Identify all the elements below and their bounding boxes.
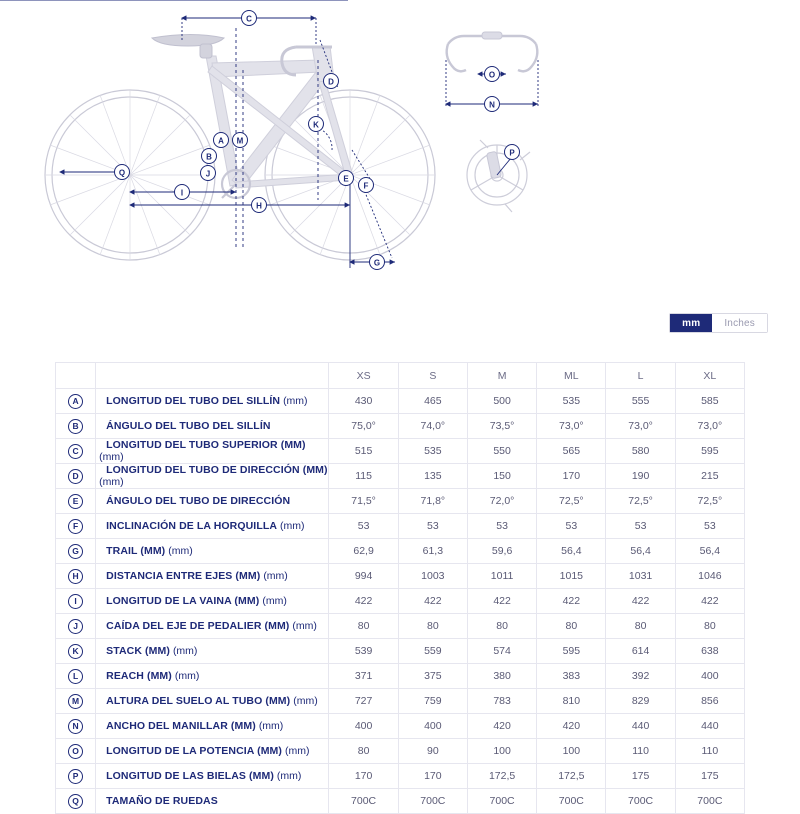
row-value-cell: 539 [329,639,398,664]
row-value-cell: 383 [537,664,606,689]
row-badge: Q [68,794,83,809]
row-label-unit: (mm) [280,520,305,532]
row-value-cell: 170 [398,764,467,789]
table-row [56,664,745,689]
row-badge-cell [56,739,96,764]
row-label-cell [96,664,329,689]
row-value-cell: 56,4 [675,539,744,564]
unit-option-mm[interactable]: mm [670,314,712,332]
row-value-cell: 172,5 [467,764,536,789]
row-label-text: TAMAÑO DE RUEDAS [106,795,218,807]
row-value-cell: 73,0° [537,414,606,439]
row-label-unit: (mm) [283,395,308,407]
row-value-cell: 53 [606,514,675,539]
svg-text:J: J [205,169,211,179]
row-value-cell: 100 [537,739,606,764]
row-label-cell [96,414,329,439]
row-badge: E [68,494,83,509]
row-value-cell: 150 [467,464,536,489]
table-row [56,414,745,439]
row-value-cell: 72,5° [537,489,606,514]
row-value-cell: 574 [467,639,536,664]
row-value-cell: 465 [398,389,467,414]
diagram-badge-B [202,149,217,164]
row-badge: P [68,769,83,784]
svg-text:Q: Q [118,168,126,178]
row-value-cell: 90 [398,739,467,764]
row-badge-cell [56,764,96,789]
svg-text:I: I [180,188,184,198]
row-label-text: INCLINACIÓN DE LA HORQUILLA [106,520,278,532]
row-value-cell: 400 [675,664,744,689]
svg-text:P: P [509,148,515,158]
header-size-s: S [398,363,467,389]
row-value-cell: 430 [329,389,398,414]
row-badge-cell [56,414,96,439]
row-value-cell: 115 [329,464,398,489]
diagram-badge-K [309,117,324,132]
row-label-cell [96,589,329,614]
row-value-cell: 110 [606,739,675,764]
row-label-text: TRAIL (MM) [106,545,166,557]
row-badge-cell [56,689,96,714]
row-value-cell: 56,4 [606,539,675,564]
row-value-cell: 170 [329,764,398,789]
row-label-text: DISTANCIA ENTRE EJES (MM) [106,570,261,582]
unit-toggle[interactable] [669,313,768,333]
row-value-cell: 74,0° [398,414,467,439]
row-label-cell [96,489,329,514]
row-value-cell: 392 [606,664,675,689]
diagram-badge-D [324,74,339,89]
row-value-cell: 585 [675,389,744,414]
table-row [56,564,745,589]
row-value-cell: 700C [606,789,675,814]
row-value-cell: 175 [675,764,744,789]
row-badge: L [68,669,83,684]
row-value-cell: 75,0° [329,414,398,439]
table-row [56,739,745,764]
row-value-cell: 535 [398,439,467,464]
table-row [56,764,745,789]
row-label-text: CAÍDA DEL EJE DE PEDALIER (MM) [106,620,290,632]
row-value-cell: 1003 [398,564,467,589]
header-badge-col [56,363,96,389]
row-label-cell [96,739,329,764]
row-label-text: ÁNGULO DEL TUBO DE DIRECCIÓN [106,495,291,507]
row-label-unit: (mm) [172,645,198,657]
svg-text:N: N [489,100,495,110]
diagram-badge-N [485,97,500,112]
row-badge: G [68,544,83,559]
row-value-cell: 422 [537,589,606,614]
row-value-cell: 565 [537,439,606,464]
diagram-badge-J [201,166,216,181]
row-value-cell: 61,3 [398,539,467,564]
row-value-cell: 53 [467,514,536,539]
row-value-cell: 1015 [537,564,606,589]
table-row [56,714,745,739]
svg-text:E: E [343,174,349,184]
row-value-cell: 580 [606,439,675,464]
row-value-cell: 829 [606,689,675,714]
row-badge-cell [56,514,96,539]
row-value-cell: 700C [329,789,398,814]
diagram-badge-O-wheel [115,165,130,180]
geometry-table [55,362,745,814]
row-value-cell: 700C [675,789,744,814]
row-value-cell: 810 [537,689,606,714]
unit-option-inches[interactable]: Inches [712,314,767,332]
row-badge: A [68,394,83,409]
svg-text:A: A [218,136,224,146]
row-value-cell: 71,8° [398,489,467,514]
row-label-text: REACH (MM) [106,670,172,682]
row-badge: F [68,519,83,534]
row-badge: H [68,569,83,584]
row-badge-cell [56,614,96,639]
row-label-cell [96,514,329,539]
row-value-cell: 59,6 [467,539,536,564]
diagram-badge-O-stem [485,67,500,82]
row-value-cell: 1046 [675,564,744,589]
row-label-unit: (mm) [293,695,318,707]
header-size-ml: ML [537,363,606,389]
row-badge: D [68,469,83,484]
row-value-cell: 375 [398,664,467,689]
row-value-cell: 371 [329,664,398,689]
row-badge: N [68,719,83,734]
row-label-unit: (mm) [263,570,288,582]
row-value-cell: 759 [398,689,467,714]
row-label-text: LONGITUD DEL TUBO DE DIRECCIÓN (MM) [106,464,328,476]
table-row [56,689,745,714]
row-label-text: ANCHO DEL MANILLAR (MM) [106,720,256,732]
row-value-cell: 73,0° [606,414,675,439]
row-label-unit: (mm) [99,476,124,488]
row-value-cell: 856 [675,689,744,714]
row-label-unit: (mm) [276,770,302,782]
diagram-badge-C [242,11,257,26]
row-value-cell: 400 [329,714,398,739]
row-badge-cell [56,589,96,614]
row-badge-cell [56,789,96,814]
row-value-cell: 80 [467,614,536,639]
row-label-cell [96,764,329,789]
row-value-cell: 62,9 [329,539,398,564]
row-value-cell: 80 [329,614,398,639]
row-value-cell: 80 [329,739,398,764]
row-value-cell: 170 [537,464,606,489]
row-label-cell [96,539,329,564]
bike-geometry-diagram [0,0,800,300]
row-label-cell [96,714,329,739]
table-row [56,789,745,814]
row-value-cell: 71,5° [329,489,398,514]
row-label-text: LONGITUD DE LA POTENCIA (MM) [106,745,282,757]
row-label-cell [96,789,329,814]
row-badge: J [68,619,83,634]
row-badge-cell [56,489,96,514]
table-row [56,514,745,539]
row-value-cell: 727 [329,689,398,714]
row-label-text: LONGITUD DE LA VAINA (MM) [106,595,260,607]
row-value-cell: 422 [467,589,536,614]
row-value-cell: 535 [537,389,606,414]
row-label-unit: (mm) [168,545,193,557]
row-label-unit: (mm) [284,745,310,757]
row-value-cell: 440 [606,714,675,739]
diagram-badge-P [505,145,520,160]
row-label-text: LONGITUD DEL TUBO DEL SILLÍN [106,395,281,407]
row-label-cell [96,639,329,664]
row-value-cell: 515 [329,439,398,464]
row-label-text: ÁNGULO DEL TUBO DEL SILLÍN [106,420,271,432]
row-value-cell: 994 [329,564,398,589]
row-value-cell: 73,5° [467,414,536,439]
row-label-text: LONGITUD DEL TUBO SUPERIOR (MM) [106,439,306,451]
row-value-cell: 53 [537,514,606,539]
table-row [56,464,745,489]
row-badge-cell [56,439,96,464]
table-row [56,489,745,514]
table-row [56,614,745,639]
row-label-unit: (mm) [262,595,287,607]
row-value-cell: 422 [675,589,744,614]
row-value-cell: 80 [675,614,744,639]
row-value-cell: 783 [467,689,536,714]
header-size-xs: XS [329,363,398,389]
row-badge-cell [56,639,96,664]
row-label-unit: (mm) [174,670,200,682]
table-row [56,539,745,564]
svg-text:G: G [373,258,381,268]
row-value-cell: 422 [329,589,398,614]
table-row [56,439,745,464]
row-badge: M [68,694,83,709]
row-value-cell: 172,5 [537,764,606,789]
row-value-cell: 550 [467,439,536,464]
row-label-cell [96,389,329,414]
row-badge: C [68,444,83,459]
row-value-cell: 559 [398,639,467,664]
row-value-cell: 53 [675,514,744,539]
table-row [56,639,745,664]
diagram-badge-A [214,133,229,148]
row-value-cell: 595 [675,439,744,464]
row-label-unit: (mm) [258,720,284,732]
row-value-cell: 53 [329,514,398,539]
diagram-badge-E [339,171,354,186]
row-value-cell: 56,4 [537,539,606,564]
row-badge: I [68,594,83,609]
row-badge-cell [56,664,96,689]
row-badge: B [68,419,83,434]
row-value-cell: 614 [606,639,675,664]
row-value-cell: 135 [398,464,467,489]
svg-text:M: M [236,136,244,146]
row-value-cell: 400 [398,714,467,739]
row-value-cell: 422 [398,589,467,614]
row-value-cell: 100 [467,739,536,764]
row-value-cell: 73,0° [675,414,744,439]
row-value-cell: 700C [398,789,467,814]
row-value-cell: 422 [606,589,675,614]
table-row [56,589,745,614]
row-badge-cell [56,564,96,589]
row-value-cell: 500 [467,389,536,414]
row-badge: O [68,744,83,759]
row-value-cell: 80 [606,614,675,639]
row-label-text: STACK (MM) [106,645,170,657]
row-badge-cell [56,539,96,564]
row-label-cell [96,464,329,489]
row-badge-cell [56,389,96,414]
row-value-cell: 175 [606,764,675,789]
row-label-cell [96,614,329,639]
row-value-cell: 595 [537,639,606,664]
row-badge-cell [56,714,96,739]
row-value-cell: 380 [467,664,536,689]
diagram-badge-H [252,198,267,213]
row-value-cell: 1031 [606,564,675,589]
row-value-cell: 53 [398,514,467,539]
row-label-cell [96,564,329,589]
diagram-badge-F [359,178,374,193]
row-label-unit: (mm) [292,620,317,632]
svg-text:D: D [328,77,334,87]
row-value-cell: 700C [467,789,536,814]
bike-diagram-svg [0,0,800,300]
row-value-cell: 420 [467,714,536,739]
svg-text:C: C [246,14,252,24]
row-value-cell: 72,5° [606,489,675,514]
svg-text:O: O [488,70,496,80]
header-size-m: M [467,363,536,389]
header-size-xl: XL [675,363,744,389]
row-badge: K [68,644,83,659]
row-value-cell: 72,0° [467,489,536,514]
row-badge-cell [56,464,96,489]
table-row [56,389,745,414]
row-value-cell: 700C [537,789,606,814]
row-value-cell: 72,5° [675,489,744,514]
header-size-l: L [606,363,675,389]
row-value-cell: 1011 [467,564,536,589]
row-value-cell: 110 [675,739,744,764]
row-value-cell: 420 [537,714,606,739]
row-value-cell: 190 [606,464,675,489]
row-value-cell: 215 [675,464,744,489]
svg-text:H: H [256,201,262,211]
row-label-cell [96,689,329,714]
row-value-cell: 80 [537,614,606,639]
diagram-badge-G [370,255,385,270]
row-value-cell: 440 [675,714,744,739]
row-label-text: LONGITUD DE LAS BIELAS (MM) [106,770,274,782]
row-value-cell: 555 [606,389,675,414]
row-value-cell: 638 [675,639,744,664]
svg-text:B: B [206,152,212,162]
table-header [56,363,745,389]
row-label-text: ALTURA DEL SUELO AL TUBO (MM) [106,695,291,707]
row-label-unit: (mm) [99,451,124,463]
table-body [56,389,745,814]
svg-text:F: F [363,181,369,191]
row-value-cell: 80 [398,614,467,639]
diagram-badge-I [175,185,190,200]
diagram-badge-M [233,133,248,148]
row-label-cell [96,439,329,464]
header-measure-col [96,363,329,389]
svg-text:K: K [313,120,319,130]
